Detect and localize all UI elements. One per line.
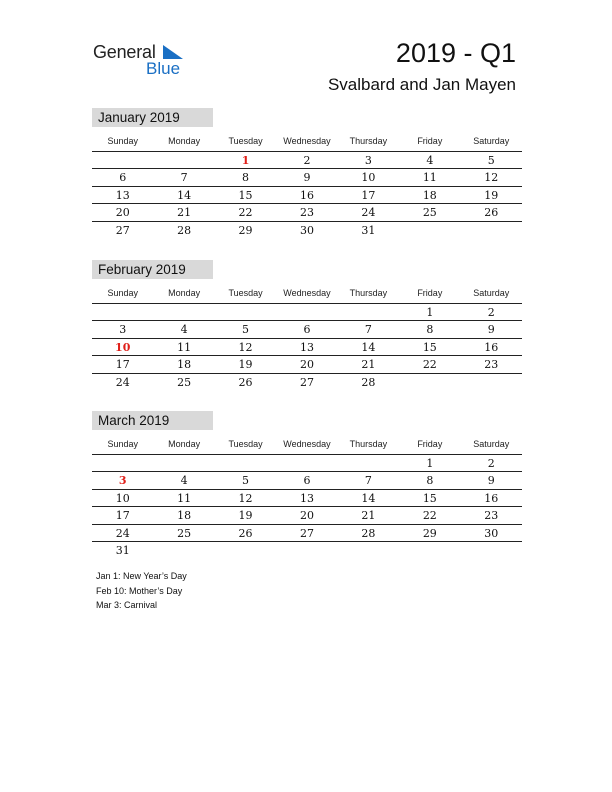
day-cell: 15 [422,340,437,354]
day-cell: 3 [364,154,372,167]
day-cell: 16 [484,491,499,505]
day-cell: 23 [299,206,314,220]
day-cell: 24 [115,526,130,540]
day-cell: 28 [361,375,376,389]
empty-day-cell [338,542,399,558]
empty-day-cell [215,455,276,471]
day-cell: 3 [119,323,127,337]
day-cell: 2 [487,457,495,470]
day-cell: 16 [299,188,314,202]
week-row [92,204,522,221]
day-cell: 2 [487,306,495,319]
day-cell: 20 [299,358,314,372]
weekday-label: Tuesday [228,439,263,449]
day-cell: 22 [422,358,437,372]
day-cell: 19 [238,358,253,372]
day-cell: 10 [115,491,130,505]
day-cell: 29 [238,223,253,237]
day-cell: 27 [299,526,314,540]
day-cell: 6 [303,323,311,337]
month-march [92,411,522,558]
weekday-label: Saturday [473,288,510,298]
empty-day-cell [399,374,460,390]
day-cell: 12 [484,171,499,185]
week-row [92,472,522,489]
weekday-header [92,282,522,304]
day-cell: 30 [299,223,314,237]
day-cell: 23 [484,509,499,523]
day-cell: 25 [177,526,192,540]
day-cell: 18 [422,188,437,202]
day-cell: 17 [361,188,376,202]
holiday-note: Jan 1: New Year’s Day [96,571,187,581]
weekday-label: Friday [417,288,443,298]
week-row [92,169,522,186]
weekday-label: Sunday [107,439,138,449]
day-cell: 1 [426,306,434,319]
day-cell: 29 [422,526,437,540]
empty-day-cell [215,304,276,320]
day-cell: 13 [115,188,130,202]
day-cell: 28 [361,526,376,540]
weekday-label: Saturday [473,439,510,449]
day-cell: 7 [364,323,372,337]
logo-flag-icon [163,45,183,59]
day-cell: 30 [484,526,499,540]
logo-general-text: General [93,42,156,62]
day-cell: 19 [238,509,253,523]
empty-day-cell [215,542,276,558]
day-cell: 22 [422,509,437,523]
day-cell: 8 [426,323,434,337]
day-cell: 10 [361,171,376,185]
month-label: February 2019 [92,260,213,279]
day-cell: 16 [484,340,499,354]
empty-day-cell [399,222,460,238]
day-cell: 6 [119,171,127,185]
empty-day-cell [92,152,153,168]
week-row [92,507,522,524]
empty-day-cell [153,455,214,471]
day-cell: 21 [177,206,192,220]
day-cell: 14 [361,340,376,354]
weekday-label: Thursday [349,288,388,298]
empty-day-cell [276,455,337,471]
weekday-label: Sunday [107,136,138,146]
day-cell: 4 [180,474,188,488]
day-cell: 19 [484,188,499,202]
day-cell: 3 [118,474,127,488]
week-row [92,222,522,238]
day-cell: 21 [361,509,376,523]
empty-day-cell [276,542,337,558]
day-cell: 15 [238,188,253,202]
day-cell: 14 [361,491,376,505]
day-cell: 20 [115,206,130,220]
empty-day-cell [92,304,153,320]
day-cell: 26 [238,526,253,540]
weekday-label: Friday [417,136,443,146]
day-cell: 9 [487,474,495,488]
day-cell: 6 [303,474,311,488]
weekday-label: Tuesday [228,288,263,298]
week-row [92,525,522,542]
empty-day-cell [153,542,214,558]
day-cell: 27 [299,375,314,389]
day-cell: 17 [115,358,130,372]
day-cell: 1 [426,457,434,470]
empty-day-cell [338,455,399,471]
day-cell: 28 [177,223,192,237]
week-row [92,374,522,390]
day-cell: 25 [422,206,437,220]
day-cell: 31 [115,543,130,557]
empty-day-cell [92,455,153,471]
weekday-header [92,130,522,152]
month-january [92,108,522,238]
day-cell: 26 [238,375,253,389]
weekday-label: Wednesday [283,136,331,146]
week-row [92,304,522,321]
logo [93,40,193,80]
week-row [92,542,522,558]
day-cell: 18 [177,509,192,523]
day-cell: 21 [361,358,376,372]
empty-day-cell [276,304,337,320]
day-cell: 7 [364,474,372,488]
weekday-label: Friday [417,439,443,449]
holiday-notes [96,569,187,613]
week-row [92,187,522,204]
day-cell: 9 [303,171,311,185]
empty-day-cell [461,222,522,238]
weekday-label: Thursday [349,439,388,449]
weekday-label: Saturday [473,136,510,146]
day-cell: 15 [422,491,437,505]
day-cell: 2 [303,154,311,167]
week-row [92,356,522,373]
day-cell: 4 [426,154,434,167]
weekday-label: Tuesday [228,136,263,146]
day-cell: 22 [238,206,253,220]
day-cell: 5 [487,154,495,167]
week-row [92,321,522,338]
day-cell: 26 [484,206,499,220]
page-subtitle: Svalbard and Jan Mayen [327,75,516,94]
weekday-label: Wednesday [283,439,331,449]
day-cell: 27 [115,223,130,237]
day-cell: 11 [177,340,192,354]
day-cell: 25 [177,375,192,389]
page-title: 2019 - Q1 [395,38,516,68]
weekday-label: Monday [168,136,201,146]
day-cell: 20 [299,509,314,523]
day-cell: 8 [426,474,434,488]
month-label: January 2019 [92,108,213,127]
day-cell: 11 [422,171,437,185]
empty-day-cell [399,542,460,558]
day-cell: 12 [238,491,253,505]
day-cell: 24 [361,206,376,220]
weekday-header [92,433,522,455]
day-cell: 9 [487,323,495,337]
weekday-label: Sunday [107,288,138,298]
month-february [92,260,522,390]
holiday-note: Mar 3: Carnival [96,600,158,610]
weekday-label: Wednesday [283,288,331,298]
holiday-note: Feb 10: Mother’s Day [96,585,183,596]
day-cell: 17 [115,509,130,523]
day-cell: 13 [299,491,314,505]
day-cell: 11 [177,491,192,505]
week-row [92,339,522,356]
empty-day-cell [153,152,214,168]
weekday-label: Thursday [349,136,388,146]
week-row [92,455,522,472]
day-cell: 13 [299,340,314,354]
day-cell: 12 [238,340,253,354]
weekday-label: Monday [168,288,201,298]
day-cell: 31 [361,223,376,237]
week-row [92,490,522,507]
day-cell: 10 [115,340,131,354]
day-cell: 4 [180,323,188,337]
logo-blue-text: Blue [146,59,181,78]
week-row [92,152,522,169]
day-cell: 18 [177,358,192,372]
empty-day-cell [153,304,214,320]
empty-day-cell [338,304,399,320]
day-cell: 14 [177,188,192,202]
empty-day-cell [461,542,522,558]
day-cell: 7 [180,171,188,185]
day-cell: 24 [115,375,130,389]
day-cell: 5 [242,474,250,488]
day-cell: 1 [241,154,250,167]
day-cell: 8 [242,171,250,185]
day-cell: 23 [484,358,499,372]
month-label: March 2019 [92,411,213,430]
weekday-label: Monday [168,439,201,449]
empty-day-cell [461,374,522,390]
day-cell: 5 [242,323,250,337]
